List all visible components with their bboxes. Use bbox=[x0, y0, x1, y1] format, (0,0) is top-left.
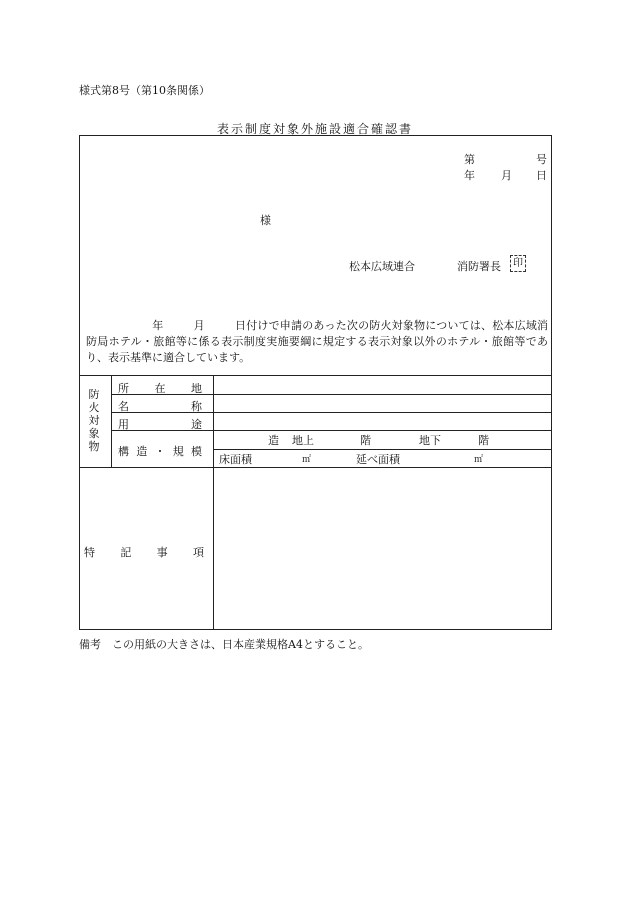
document-title: 表示制度対象外施設適合確認書 bbox=[216, 122, 413, 136]
body-year: 年 bbox=[152, 319, 164, 332]
total-area-label: 延べ面積 bbox=[356, 453, 400, 466]
table-top-line bbox=[79, 375, 552, 376]
above-ground-label: 地上 bbox=[292, 434, 314, 447]
row-line bbox=[79, 467, 552, 468]
area-unit: ㎡ bbox=[302, 455, 312, 465]
structure-label: 構 造 ・ 規 模 bbox=[118, 445, 202, 458]
name-label: 名 称 bbox=[118, 400, 202, 413]
floor-label: 階 bbox=[360, 434, 371, 447]
body-text: 日付けで申請のあった次の防火対象物については、松本広域消防局ホテル・旅館等に係る表示制度実施要綱に規定する表示対象以外のホテル・旅館等であり、表示基準に適合しています。 bbox=[86, 319, 549, 364]
addressee-suffix: 様 bbox=[260, 214, 271, 227]
body-month: 月 bbox=[193, 319, 205, 332]
below-ground-label: 地下 bbox=[419, 434, 441, 447]
footnote: 備考 この用紙の大きさは、日本産業規格A4とすること。 bbox=[79, 638, 369, 651]
date-year: 年 bbox=[464, 169, 475, 182]
seal-mark: 印 bbox=[510, 255, 526, 272]
issuer-title: 消防署長 bbox=[457, 260, 501, 273]
fire-target-label: 防火対象物 bbox=[88, 388, 100, 453]
doc-number-suffix: 号 bbox=[536, 153, 547, 166]
column-line bbox=[111, 375, 112, 467]
use-label: 用 途 bbox=[118, 418, 202, 431]
date-day: 日 bbox=[536, 169, 547, 182]
column-line bbox=[213, 375, 214, 630]
floor-area-label: 床面積 bbox=[219, 453, 252, 466]
body-paragraph bbox=[86, 318, 548, 366]
area-unit: ㎡ bbox=[474, 455, 484, 465]
form-number: 様式第8号（第10条関係） bbox=[79, 84, 210, 97]
date-month: 月 bbox=[501, 169, 512, 182]
doc-number-prefix: 第 bbox=[464, 153, 475, 166]
remarks-label: 特 記 事 項 bbox=[84, 546, 204, 559]
floor-label: 階 bbox=[478, 434, 489, 447]
location-label: 所 在 地 bbox=[118, 382, 202, 395]
row-line bbox=[213, 449, 552, 450]
structure-zou: 造 bbox=[268, 434, 279, 447]
issuer-organization: 松本広域連合 bbox=[349, 260, 415, 273]
